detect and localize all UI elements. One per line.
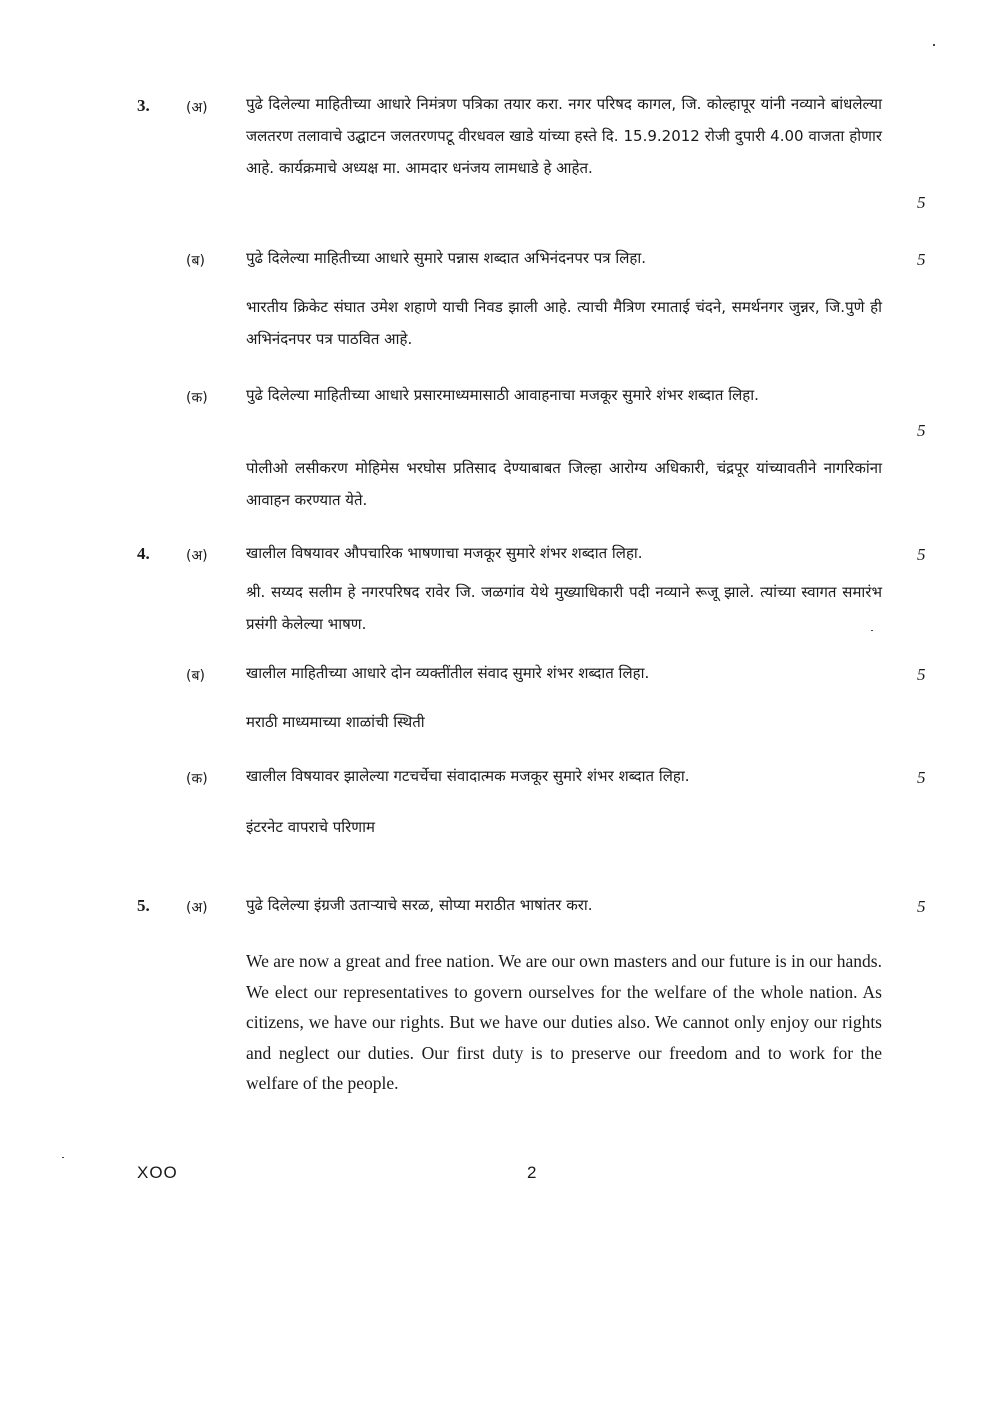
page-number: 2 [527, 1163, 537, 1182]
q3c-detail: पोलीओ लसीकरण मोहिमेस भरघोस प्रतिसाद देण्याबाबत जिल्हा आरोग्य अधिकारी, चंद्रपूर यांच्यावतीने नागरिकांना आवाहन करण्यात येते. [246, 459, 882, 509]
q4c-label: (क) [186, 771, 208, 787]
question-number-3: 3. [137, 96, 150, 115]
q3c-marks: 5 [917, 421, 926, 440]
q3b-label: (ब) [186, 253, 205, 269]
q3c-text: पुढे दिलेल्या माहितीच्या आधारे प्रसारमाध्यमासाठी आवाहनाचा मजकूर सुमारे शंभर शब्दात लिहा. [246, 386, 759, 404]
scan-speck [871, 630, 873, 631]
q5a-text: पुढे दिलेल्या इंग्रजी उताऱ्याचे सरळ, सोप्या मराठीत भाषांतर करा. [246, 896, 593, 914]
q4c-detail: इंटरनेट वापराचे परिणाम [246, 818, 376, 836]
q4b-marks: 5 [917, 665, 926, 684]
q5a-marks: 5 [917, 897, 926, 916]
q5a-english-passage: We are now a great and free nation. We are our own masters and our future is in our hands. We elect our representatives to govern ourselves for the welfare of the whole nation. As citizens, we have our rights. But we have our duties also. We cannot only enjoy our rights and neglect our duties. Our first duty is to preserve our freedom and to work for the welfare of the people. [246, 951, 882, 1093]
q3a-text: पुढे दिलेल्या माहितीच्या आधारे निमंत्रण पत्रिका तयार करा. नगर परिषद कागल, जि. कोल्हापूर यांनी नव्याने बांधलेल्या जलतरण तलावाचे उद्घाटन जलतरणपटू वीरधवल खाडे यांच्या हस्ते दि. 15.9.2012 रोजी दुपारी 4.00 वाजता होणार आहे. कार्यक्रमाचे अध्यक्ष मा. आमदार धनंजय लामधाडे हे आहेत. [246, 95, 882, 177]
q4a-label: (अ) [186, 548, 208, 564]
q4a-marks: 5 [917, 545, 926, 564]
q4c-text: खालील विषयावर झालेल्या गटचर्चेचा संवादात्मक मजकूर सुमारे शंभर शब्दात लिहा. [246, 767, 690, 785]
q3b-text: पुढे दिलेल्या माहितीच्या आधारे सुमारे पन्नास शब्दात अभिनंदनपर पत्र लिहा. [246, 249, 647, 267]
question-number-4: 4. [137, 544, 150, 563]
q3b-marks: 5 [917, 250, 926, 269]
paper-code: XOO [137, 1163, 178, 1182]
q3a-marks: 5 [917, 193, 926, 212]
q3c-label: (क) [186, 390, 208, 406]
scan-speck [62, 1157, 64, 1158]
q4c-marks: 5 [917, 768, 926, 787]
scan-speck [933, 44, 935, 46]
q4a-detail: श्री. सय्यद सलीम हे नगरपरिषद रावेर जि. जळगांव येथे मुख्याधिकारी पदी नव्याने रूजू झाले. त्यांच्या स्वागत समारंभ प्रसंगी केलेल्या भाषण. [246, 583, 882, 633]
q5a-label: (अ) [186, 900, 208, 916]
q3a-label: (अ) [186, 100, 208, 116]
q4b-text: खालील माहितीच्या आधारे दोन व्यक्तींतील संवाद सुमारे शंभर शब्दात लिहा. [246, 664, 650, 682]
q4a-text: खालील विषयावर औपचारिक भाषणाचा मजकूर सुमारे शंभर शब्दात लिहा. [246, 544, 643, 562]
question-number-5: 5. [137, 896, 150, 915]
q4b-detail: मराठी माध्यमाच्या शाळांची स्थिती [246, 713, 425, 731]
q4b-label: (ब) [186, 668, 205, 684]
q3b-detail: भारतीय क्रिकेट संघात उमेश शहाणे याची निवड झाली आहे. त्याची मैत्रिण रमाताई चंदने, समर्थनगर जुन्नर, जि.पुणे ही अभिनंदनपर पत्र पाठवित आहे. [246, 298, 882, 348]
